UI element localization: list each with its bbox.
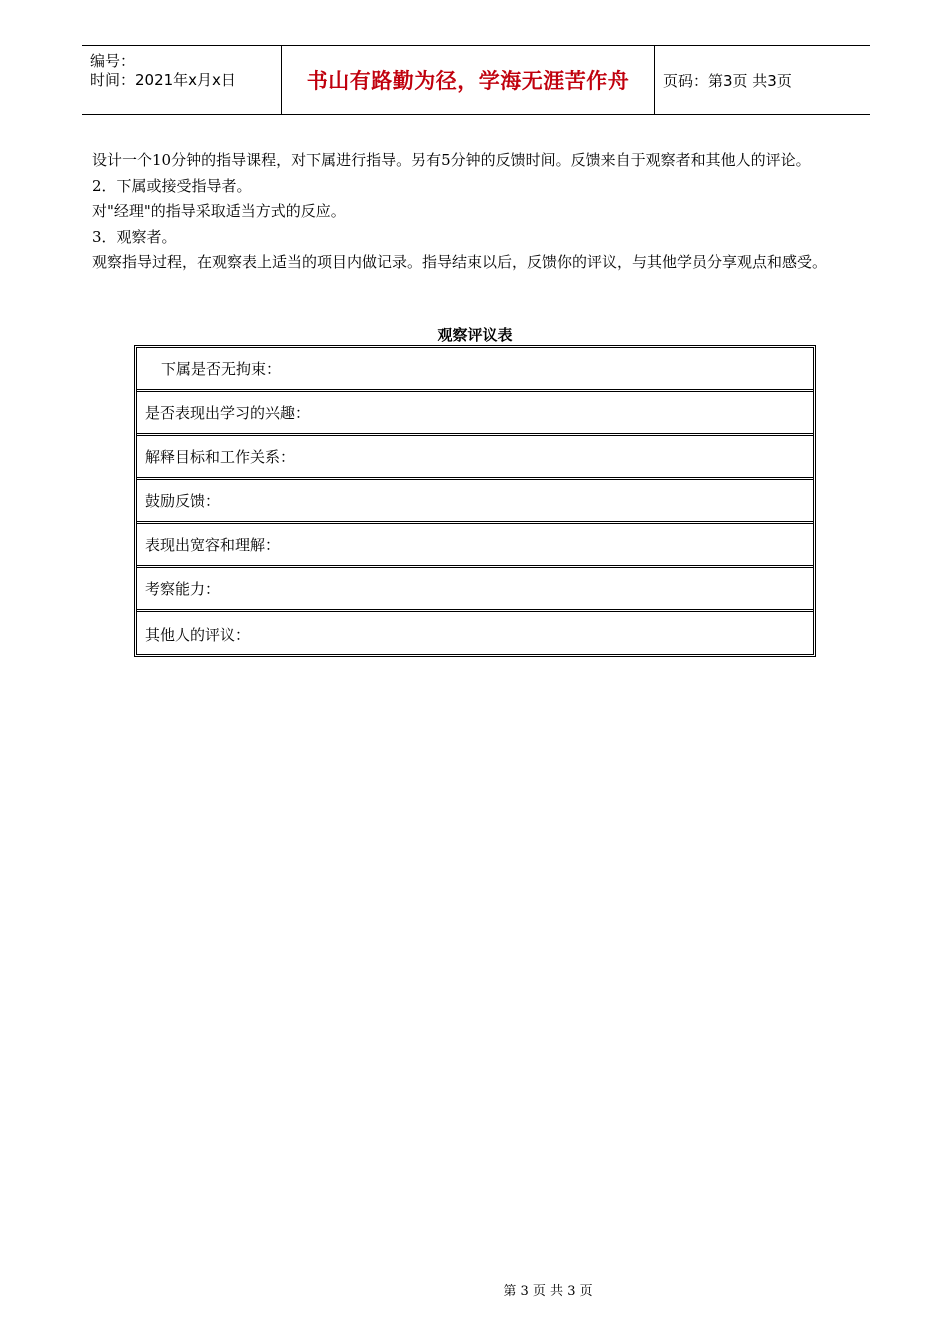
table-row: 下属是否无拘束： — [137, 348, 813, 392]
table-row: 考察能力： — [137, 568, 813, 612]
header-meta — [82, 46, 282, 114]
table-row: 解释目标和工作关系： — [137, 436, 813, 480]
header-page-label: 页码：第3页 共3页 — [663, 71, 792, 90]
paragraph-observe-process: 观察指导过程，在观察表上适当的项目内做记录。指导结束以后，反馈你的评议，与其他学员分享观点和感受。 — [92, 253, 828, 271]
body-text — [92, 148, 862, 276]
document-time-label: 时间：2021年x月x日 — [90, 71, 236, 89]
table-row: 其他人的评议： — [145, 625, 251, 644]
header-page-cell — [655, 46, 870, 114]
page-footer: 第 3 页 共 3 页 — [503, 1284, 593, 1299]
table-title: 观察评议表 — [437, 326, 513, 344]
header-motto-cell — [282, 46, 655, 114]
paragraph-respond-manager: 对"经理"的指导采取适当方式的反应。 — [92, 202, 346, 220]
observation-evaluation-table — [134, 345, 816, 657]
document-header — [82, 45, 870, 115]
paragraph-observer-heading: 3．观察者。 — [92, 227, 177, 246]
table-row: 鼓励反馈： — [137, 480, 813, 524]
table-row: 表现出宽容和理解： — [137, 524, 813, 568]
paragraph-subordinate-heading: 2．下属或接受指导者。 — [92, 176, 252, 195]
document-number-label: 编号： — [90, 52, 136, 70]
header-motto: 书山有路勤为径，学海无涯苦作舟 — [306, 69, 630, 93]
table-row: 是否表现出学习的兴趣： — [137, 392, 813, 436]
paragraph-design-course: 设计一个10分钟的指导课程，对下属进行指导。另有5分钟的反馈时间。反馈来自于观察者和其他人的评论。 — [92, 151, 811, 169]
